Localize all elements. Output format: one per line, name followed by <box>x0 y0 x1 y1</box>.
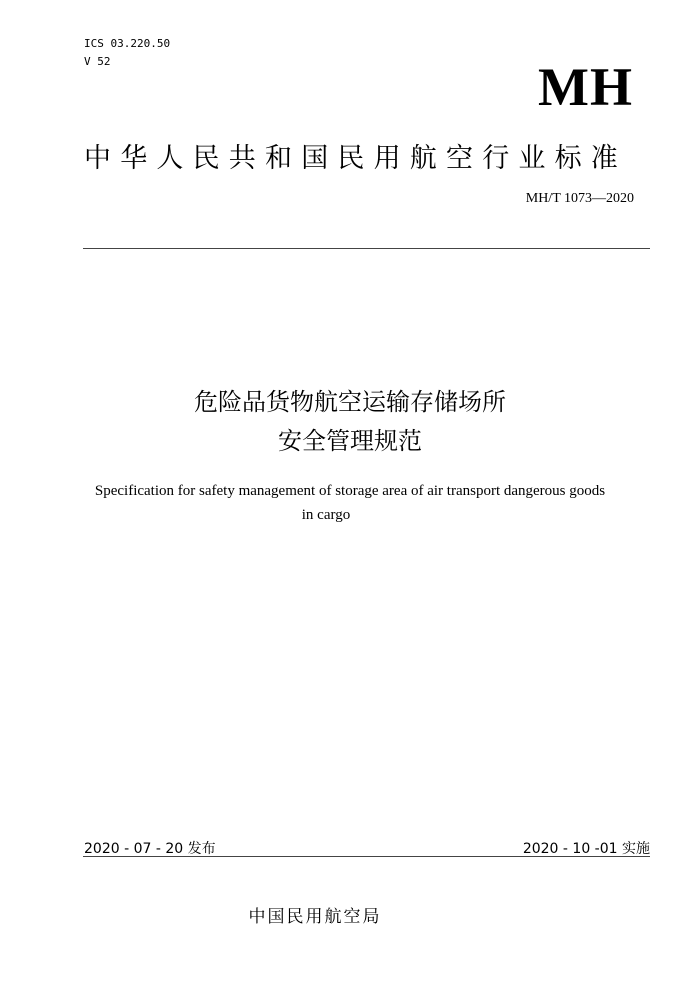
classification-code: V 52 <box>84 55 111 68</box>
title-english-line-2: in cargo <box>301 507 351 523</box>
ics-code: ICS 03.220.50 <box>84 37 171 50</box>
implementation-date: 2020 - 10 -01 实施 <box>522 841 650 857</box>
standard-name: 中华人民共和国民用航空行业标准 <box>84 143 627 174</box>
title-chinese-line-1: 危险品货物航空运输存储场所 <box>194 388 506 416</box>
header-divider <box>83 248 650 249</box>
mh-logo: MH <box>538 57 633 117</box>
title-chinese-line-2: 安全管理规范 <box>278 427 422 455</box>
publisher: 中国民用航空局 <box>248 907 382 927</box>
standard-number: MH/T 1073—2020 <box>525 191 634 206</box>
issue-date: 2020 - 07 - 20 发布 <box>84 841 216 857</box>
footer-divider <box>83 856 650 857</box>
title-english-line-1: Specification for safety management of storage area of air transport dangerous goods <box>94 483 606 499</box>
